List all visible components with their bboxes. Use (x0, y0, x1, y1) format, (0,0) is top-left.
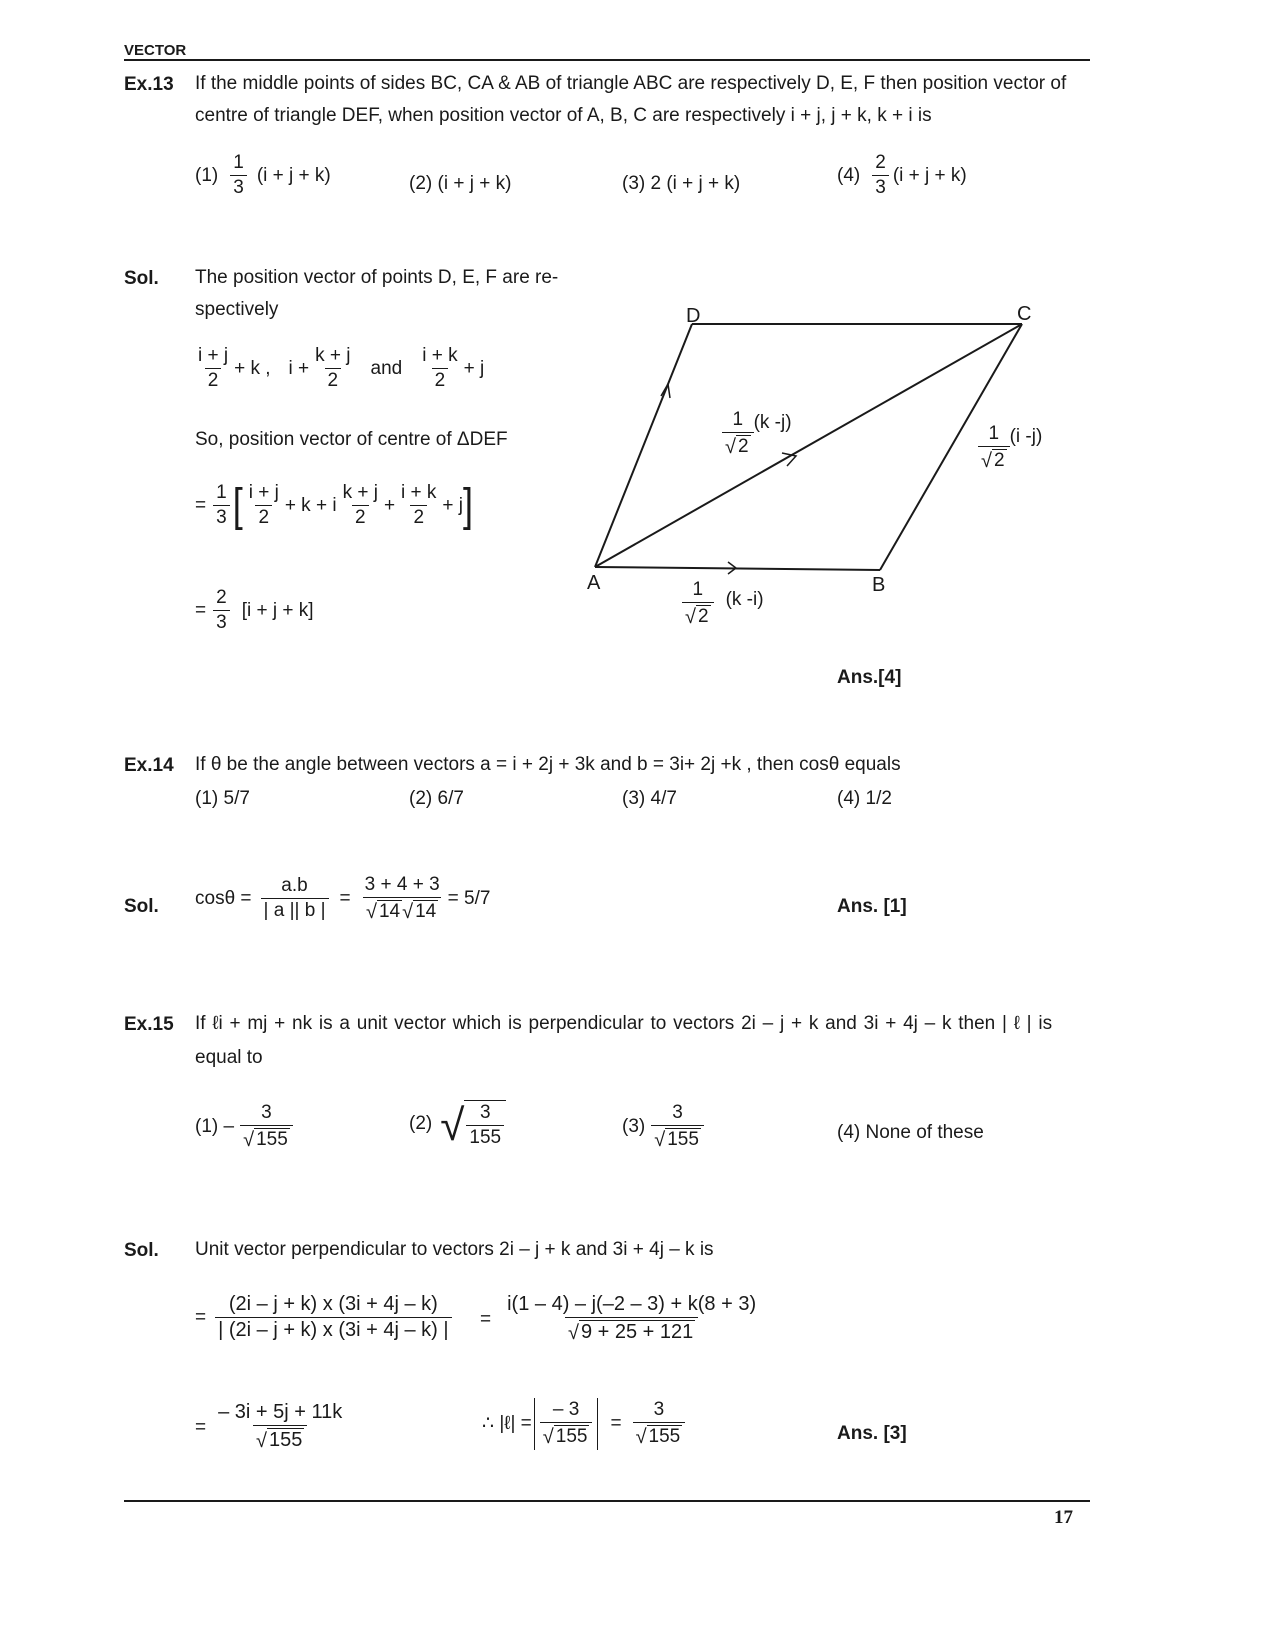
radical (654, 1128, 701, 1150)
ex13-question-line2: centre of triangle DEF, when position vector of A, B, C are respectively i + j, j + k, k + i is (195, 105, 932, 126)
numerator: 3 + 4 + 3 (364, 874, 440, 895)
denominator (363, 897, 441, 923)
radicand: 9 + 25 + 121 (580, 1321, 694, 1343)
radicand: 14 (415, 900, 437, 922)
sqrt-symbol: √ (567, 1322, 579, 1344)
numerator: 1 (216, 482, 227, 503)
sqrt-symbol: √ (981, 449, 992, 472)
numerator: 1 (233, 152, 244, 173)
running-header: VECTOR (124, 42, 187, 59)
vertex-label-d: D (686, 305, 701, 327)
denominator: 2 (432, 368, 449, 391)
radical (440, 1100, 506, 1148)
fraction (722, 410, 754, 458)
ex14-option-2: (2) 6/7 (409, 788, 464, 809)
option-number: (1) (195, 164, 219, 186)
fraction (246, 483, 282, 528)
numerator: 1 (988, 423, 1000, 444)
fraction (504, 1294, 759, 1344)
equals-sign: = (610, 1413, 622, 1435)
and-word: and (370, 357, 403, 379)
radicand: 155 (269, 1429, 303, 1451)
ex15-option-3 (622, 1103, 707, 1151)
ex14-option-1: (1) 5/7 (195, 788, 250, 809)
numerator: k + j (315, 345, 351, 366)
expression-text: + (383, 494, 396, 516)
numerator: a.b (281, 875, 308, 897)
sqrt-symbol: √ (402, 900, 414, 923)
numerator: i + k (422, 345, 458, 366)
ex13-label: Ex.13 (124, 74, 174, 95)
fraction (978, 424, 1010, 472)
sol14-label: Sol. (124, 896, 159, 917)
ex13-option-2: (2) (i + j + k) (409, 173, 512, 194)
radicand: 155 (648, 1425, 681, 1447)
numerator: – 3i + 5j + 11k (218, 1401, 343, 1423)
sqrt-symbol: √ (685, 605, 696, 628)
left-bracket: [ (232, 478, 243, 532)
denominator: 2 (410, 505, 427, 528)
ex13-question-line1: If the middle points of sides BC, CA & AB of triangle ABC are respectively D, E, F then position vector of (195, 73, 1067, 94)
expression-text: i + (288, 357, 310, 379)
numerator: k + j (342, 482, 378, 503)
equals-sign: = (480, 1308, 492, 1330)
ex15-label: Ex.15 (124, 1014, 174, 1035)
ex15-option-1 (195, 1103, 296, 1151)
sol15-label: Sol. (124, 1240, 159, 1261)
header-rule (124, 59, 1090, 61)
radicand: 2 (737, 435, 749, 457)
numerator: 3 (479, 1102, 491, 1123)
fraction (312, 346, 353, 391)
sol13-result (195, 588, 314, 633)
option-number: (4) (837, 164, 861, 186)
sqrt-symbol: √ (440, 1100, 465, 1150)
sqrt-symbol: √ (725, 435, 736, 458)
expression-text: + j (442, 494, 464, 516)
numerator: (2i – j + k) x (3i + 4j – k) (228, 1293, 438, 1315)
sol15-answer: Ans. [3] (837, 1423, 907, 1444)
ex13-option-3: (3) 2 (i + j + k) (622, 173, 741, 194)
expression-text: [i + j + k] (241, 599, 314, 621)
sol15-step4 (482, 1398, 688, 1450)
fraction (195, 346, 231, 391)
denominator: | a || b | (261, 898, 329, 921)
equals-sign: = (195, 599, 207, 621)
sol13-answer: Ans.[4] (837, 667, 902, 688)
denominator (978, 446, 1010, 472)
numerator: 3 (653, 1399, 665, 1420)
option-text: (i + j + k) (892, 164, 967, 186)
numerator: 1 (732, 409, 744, 430)
side-ad (595, 324, 692, 567)
denominator (253, 1425, 307, 1452)
sqrt-symbol: √ (654, 1128, 666, 1151)
denominator (240, 1125, 293, 1151)
option-number: (3) (622, 1116, 646, 1138)
equals-sign: = (195, 1307, 207, 1328)
radical (685, 605, 711, 627)
page-number: 17 (1054, 1507, 1073, 1528)
sqrt-symbol: √ (635, 1425, 647, 1448)
option-text: (i + j + k) (256, 164, 331, 186)
equals-sign: = (195, 494, 207, 516)
denominator: 155 (466, 1125, 504, 1148)
sol13-centre-expression (195, 478, 474, 532)
ex15-option-4: (4) None of these (837, 1122, 984, 1143)
vertex-label-b: B (872, 574, 886, 596)
fraction (340, 483, 381, 528)
sol15-step3 (195, 1402, 348, 1452)
sqrt-symbol: √ (542, 1425, 554, 1448)
radicand: 155 (667, 1128, 699, 1150)
ex14-option-4: (4) 1/2 (837, 788, 892, 809)
fraction (215, 1294, 451, 1341)
radicand: 14 (378, 900, 401, 922)
sol14-expression (195, 875, 490, 923)
fraction (682, 580, 714, 628)
numerator: 1 (692, 579, 704, 600)
radical (256, 1428, 304, 1451)
ex15-question-line2: equal to (195, 1047, 263, 1068)
denominator: 3 (230, 175, 247, 198)
expression-text: + k + i (284, 494, 337, 516)
numerator: i(1 – 4) – j(–2 – 3) + k(8 + 3) (507, 1293, 757, 1315)
radical (981, 449, 1007, 471)
vector-text: (k -i) (725, 589, 764, 611)
vertex-label-c: C (1017, 303, 1032, 325)
label-bc-vector (978, 424, 1042, 472)
equals-sign: = (339, 888, 351, 910)
sol13-label: Sol. (124, 268, 159, 289)
fraction (230, 153, 247, 198)
ex15-option-2 (409, 1100, 506, 1148)
option-number: (1) – (195, 1116, 235, 1138)
sol13-centre-text: So, position vector of centre of ΔDEF (195, 429, 508, 450)
denominator: 3 (213, 505, 230, 528)
fraction (419, 346, 460, 391)
vertex-label-a: A (587, 572, 601, 594)
sol15-step1 (195, 1294, 455, 1341)
sqrt-symbol: √ (366, 900, 377, 923)
radical (568, 1320, 695, 1343)
sol13-line1: The position vector of points D, E, F are re- (195, 267, 559, 288)
numerator: 3 (672, 1102, 683, 1123)
numerator: i + j (198, 345, 229, 366)
fraction (261, 876, 329, 921)
numerator: – 3 (552, 1399, 580, 1420)
fraction (215, 1402, 345, 1452)
denominator: 3 (213, 610, 230, 633)
radicand: 2 (697, 605, 709, 627)
denominator (540, 1422, 593, 1448)
fraction (213, 588, 230, 633)
radical (636, 1425, 683, 1447)
expression-text: cosθ = (195, 888, 252, 910)
sol15-step2 (480, 1294, 762, 1344)
radicand (464, 1100, 506, 1148)
denominator: | (2i – j + k) x (3i + 4j – k) | (215, 1317, 451, 1341)
sol15-line1: Unit vector perpendicular to vectors 2i – j + k and 3i + 4j – k is (195, 1239, 714, 1260)
ex14-question: If θ be the angle between vectors a = i + 2j + 3k and b = 3i+ 2j +k , then cosθ equals (195, 754, 901, 775)
radical (543, 1425, 590, 1447)
denominator (682, 602, 714, 628)
fraction (362, 875, 443, 923)
denominator: 2 (352, 505, 369, 528)
radical (243, 1128, 290, 1150)
expression-text: ∴ |ℓ| = (482, 1413, 532, 1435)
numerator: i + k (401, 482, 437, 503)
footer-rule (124, 1500, 1090, 1502)
diagonal-ac (595, 324, 1022, 567)
numerator: 2 (875, 152, 886, 173)
sol13-line2: spectively (195, 299, 279, 320)
denominator (722, 432, 754, 458)
radicand: 2 (993, 449, 1005, 471)
expression-text: + j (463, 357, 485, 379)
denominator: 2 (325, 368, 342, 391)
radicand: 155 (555, 1425, 588, 1447)
ex15-question-line1: If ℓi + mj + nk is a unit vector which is perpendicular to vectors 2i – j + k and 3i + 4j – k then | ℓ | is (195, 1013, 1053, 1034)
label-ac-vector (722, 410, 792, 458)
numerator: 3 (261, 1102, 272, 1123)
ex13-option-1 (195, 153, 331, 198)
fraction (651, 1103, 704, 1151)
fraction (633, 1400, 686, 1448)
fraction (398, 483, 439, 528)
label-ab-vector (682, 580, 764, 628)
option-number: (2) (409, 1113, 433, 1135)
denominator (633, 1422, 686, 1448)
radical (366, 900, 402, 922)
denominator: 2 (255, 505, 272, 528)
denominator: 3 (872, 175, 889, 198)
expression-text: + k , (234, 357, 271, 379)
vector-text: (i -j) (1009, 426, 1043, 448)
sqrt-symbol: √ (256, 1430, 267, 1452)
numerator: 2 (216, 587, 227, 608)
fraction (540, 1400, 593, 1448)
radical (402, 900, 438, 922)
denominator (565, 1317, 698, 1344)
denominator (651, 1125, 704, 1151)
numerator: i + j (248, 482, 279, 503)
denominator: 2 (205, 368, 222, 391)
ex14-label: Ex.14 (124, 755, 174, 776)
ex14-option-3: (3) 4/7 (622, 788, 677, 809)
ex13-option-4 (837, 153, 967, 198)
vector-text: (k -j) (753, 412, 792, 434)
expression-text: = 5/7 (447, 888, 491, 910)
fraction (872, 153, 889, 198)
right-bracket: ] (463, 478, 474, 532)
sqrt-symbol: √ (243, 1128, 255, 1151)
fraction (213, 483, 230, 528)
absolute-value (534, 1398, 599, 1450)
fraction (466, 1103, 504, 1148)
fraction (240, 1103, 293, 1151)
radicand: 155 (256, 1128, 288, 1150)
equals-sign: = (195, 1416, 207, 1438)
parallelogram-diagram (560, 295, 1080, 655)
sol14-answer: Ans. [1] (837, 896, 907, 917)
side-ab (595, 567, 880, 570)
sol13-position-vectors (195, 346, 484, 391)
radical (725, 435, 751, 457)
